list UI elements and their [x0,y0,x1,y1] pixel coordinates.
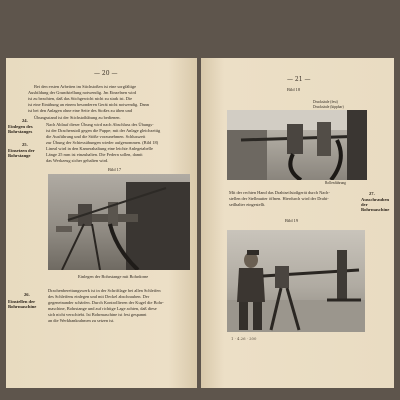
text-line: Ausbildung der Grundstellung notwendig. Jm Einzelnen wird [28,90,137,95]
figure-label: Bild 17 [108,167,122,172]
text-line: Lineal wird in den Kamerahaltung eine leichte Anlegetabelle [46,146,153,151]
text-line: zur Übung der Schiessübungen wieder aufgenommen. (Bild 18) [46,140,159,145]
text-line: das Werkzeug sicher gehalten wird. [46,158,109,163]
margin-number: 27. [369,191,375,196]
figure-caption: Einlegen der Bohrstange mit Bohrdorne [78,274,149,279]
left-page [6,58,197,388]
text-line: seilhalter eingestellt. [229,202,266,207]
text-line: ist der Drachenstoß gegen die Puppe; mit der Anlage gleichzeitig [46,128,161,133]
figure-annotation: Drucksäule (kippbar) [313,105,344,109]
margin-note: Einsetzen der Bohrstange [8,148,35,158]
text-line: ist zu beachten, daß das Stichgewicht nicht zu stark ist. Die [28,96,133,101]
text-line: Länge 25 mm ist einzuhalten. Die Federn sollen, damit [46,152,143,157]
text-line: an die Werkbankrahmen zu setzen ist. [48,318,115,323]
photo-worker-at-machine [227,230,365,332]
photo-worker-at-machine-illustration [227,230,365,332]
text-line: ist bei den Anlagen ohne eine Seite des Stoßes zu üben und [28,108,133,113]
photo-drilling-rig-closeup-illustration [227,110,367,180]
print-mark: 1 · 4.26 · 200 [231,336,257,341]
figure-annotation: Rollenführung [325,181,346,185]
page-number: — 21 — [287,76,311,83]
margin-number: 26. [24,292,30,297]
right-page [201,58,394,388]
figure-annotation: Drucksäule (fest) [313,100,338,104]
photo-drilling-machine [48,174,190,270]
page-number: — 20 — [94,70,118,77]
margin-note: Einstellen der Bohrmaschine [8,299,37,309]
text-line: Mit der rechten Hand das Drahtseilstoßgerät durch Nach- [229,190,330,195]
text-line: die Ausführung und die Stöße vorzunehmen. Schlusszeit [46,134,146,139]
margin-number: 24. [22,118,28,123]
figure-label: Bild 19 [285,218,299,223]
margin-note: Einlegen des Bohrstanges [8,124,33,134]
text-line: stellen der Stellmutter öffnen. Hierdurch wird der Draht- [229,196,329,201]
text-line: des Schleifens einlegen und mit Deckel abschrauben. Der [48,294,150,299]
text-line: Bei den ersten Arbeiten im Stichstoßen ist eine sorgfältige [34,84,137,89]
figure-label: Bild 18 [287,87,301,92]
margin-note: Ausschrauben der Bohrmaschine [361,197,390,212]
photo-drilling-rig-closeup [227,110,367,180]
text-line: gegeneinander schärfen. Durch Kontrollieren der Kugel die Bohr- [48,300,164,305]
photo-drilling-machine-illustration [48,174,190,270]
text-line: Übungsstand ist der Stichstoßübung zu bedienen. [34,115,121,120]
text-line: sich nicht verschiebt. Ist Bohrmaschine ist fest gespannt [48,312,147,317]
margin-number: 25. [22,142,28,147]
text-line: maschine, Bohrstange und auf richtige Lage achten, daß diese [48,306,157,311]
text-line: Nach Ablauf dieser Übung wird nach Abschluss des Übungs- [46,122,154,127]
text-line: ist eine Einübung an einem besonderen Gerät nicht notwendig. Dann [28,102,149,107]
text-line: Drachenbereitungswerk ist in der Schriftlage bei allen Schleifen [48,288,161,293]
